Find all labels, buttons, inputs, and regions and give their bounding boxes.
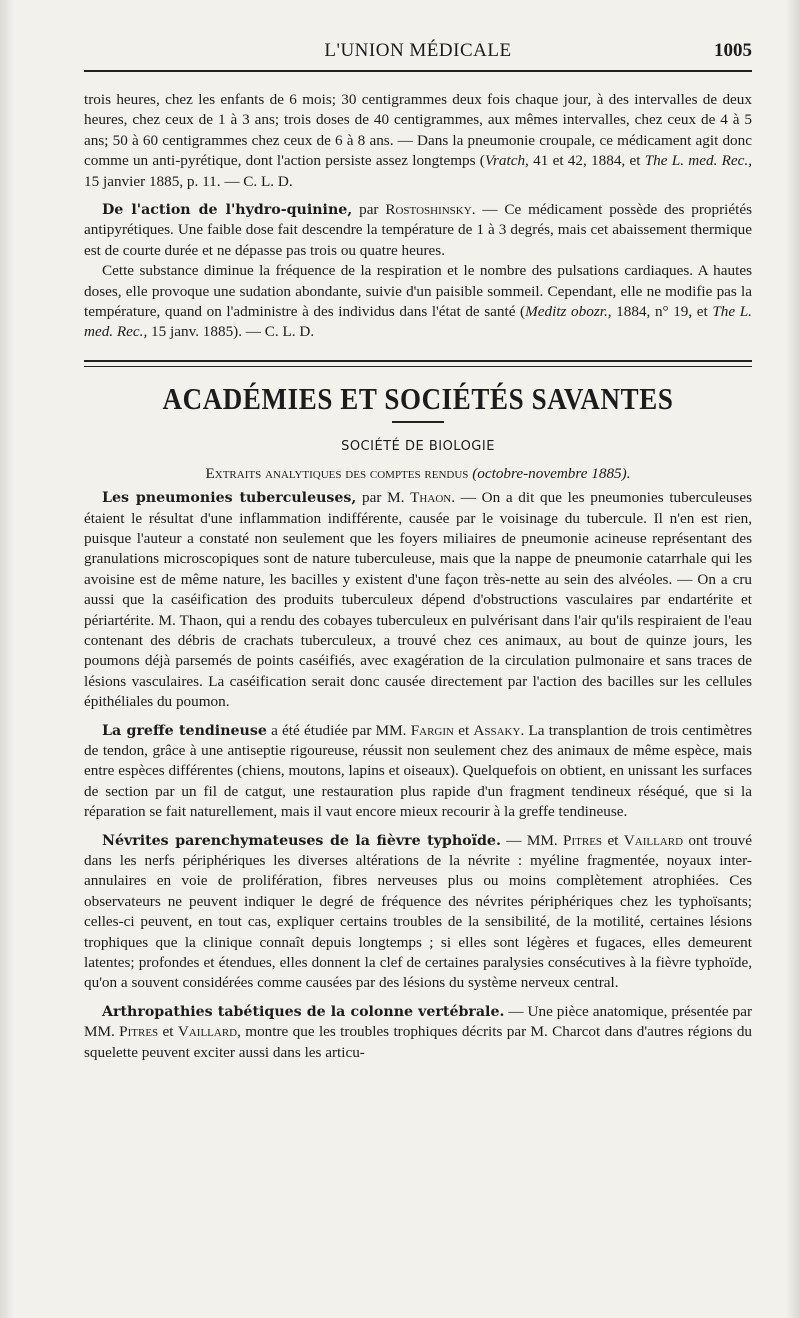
- article-title: La greffe tendineuse: [102, 722, 267, 739]
- running-header: [84, 40, 752, 70]
- journal-title: L'UNION MÉDICALE: [324, 40, 512, 61]
- article-arthropathies: Arthropathies tabétiques de la colonne vertébrale. — Une pièce anatomique, présentée par MM. Pitres et Vaillard, montre que les troubles trophiques décrits par M. Charcot dans d'autres régions du squelette peuvent exciter aussi dans les articu-: [84, 1002, 753, 1061]
- section-divider: [84, 360, 752, 367]
- article-pneumonies: Les pneumonies tuberculeuses, par M. Thaon. — On a dit que les pneumonies tuberculeuses étaient le résultat d'une inflammation indifférente, causée par le voisinage du tubercule. Il n'en est rien, puisque l'auteur a constaté non seulement que les foyers miliaires de pneumonie acineuse représentant des granulations microscopiques sont de nature tuberculeuse, mais que la nappe de pneumonie catarrhale qui les avoisine est de même nature, les bacilles y existent d'une façon très-nette au sein des alvéoles. — On a cru aussi que la caséification des produits tuberculeux dépend d'obstructions vasculaires par endartérite et périartérite. M. Thaon, qui a rendu des cobayes tuberculeux en pulvérisant dans l'air qu'ils respiraient de l'eau contenant des débris de crachats tuberculeux, a trouvé chez ces animaux, au bout de quinze jours, les poumons déjà parsemés de points caséifiés, avec exagération de la circulation pulmonaire et sans traces de lésions vasculaires. La caséification serait donc causée directement par l'action des bacilles sur les cellules épithéliales du poumon.: [84, 489, 752, 711]
- author: Fargin: [410, 721, 454, 739]
- society-name: SOCIÉTÉ DE BIOLOGIE: [341, 439, 495, 455]
- intro-paragraph: trois heures, chez les enfants de 6 mois; 30 centigrammes deux fois chaque jour, à des intervalles de deux heures, chez ceux de 1 à 3 ans; trois doses de 40 centigrammes, aux mêmes intervalles, chez ceux de 4 à 5 ans; 50 à 60 centigrammes chez ceux de 6 à 8 ans. — Dans la pneumonie croupale, ce médicament agit donc comme un anti-pyrétique, dont l'action persiste assez longtemps (Vratch, 41 et 42, 1884, et The L. med. Rec., 15 janvier 1885, p. 11. — C. L. D.: [84, 91, 752, 190]
- author: Vaillard: [623, 831, 684, 849]
- spacer: [84, 192, 752, 200]
- spacer: [84, 823, 752, 831]
- article-nevrites: Névrites parenchymateuses de la fièvre typhoïde. — MM. Pitres et Vaillard ont trouvé dans les nerfs périphériques les diverses altérations de la névrite : myéline fragmentée, noyaux inter-annulaires en voie de prolifération, fibres nerveuses plus ou moins complètement atrophiées. Ces observateurs ne peuvent indiquer le degré de fréquence des névrites périphériques chez les typhoïsants; celles-ci peuvent, en tout cas, expliquer certains troubles de la sensibilité, de la motilité, certaines lésions trophiques que la clinique connaît depuis longtemps ; si elles sont légères et fugaces, elles demeurent latentes; profondes et étendues, elles donnent la clef de certaines paralysies consécutives à la fièvre typhoïde, qu'on a souvent considérées comme causées par des lésions du système nerveux central.: [84, 831, 752, 992]
- author: Vaillard: [177, 1023, 238, 1041]
- title-underline: [392, 421, 444, 423]
- page-content: [84, 90, 752, 1063]
- author: Thaon: [410, 489, 452, 507]
- article-greffe: La greffe tendineuse a été étudiée par MM. Fargin et Assaky. La transplantion de trois centimètres de tendon, grâce à une antiseptie rigoureuse, réussit non seulement chez des animaux de même espèce, mais entre espèces différentes (chiens, moutons, lapins et oiseaux). Quelquefois on obtient, en unissant les surfaces de section par un fil de catgut, une restauration plus rapide d'un fragment tendineux réséqué, que si la réparation se fait naturellement, mais il vaut encore mieux recourir à la greffe tendineuse.: [84, 721, 752, 821]
- article-title: Les pneumonies tuberculeuses,: [102, 490, 357, 507]
- author: Pitres: [119, 1023, 159, 1041]
- author: Pitres: [563, 831, 603, 849]
- spacer: [84, 713, 752, 721]
- spacer: [84, 994, 752, 1002]
- article-title: Arthropathies tabétiques de la colonne vertébrale.: [102, 1003, 505, 1020]
- section-title: ACADÉMIES ET SOCIÉTÉS SAVANTES: [162, 382, 674, 416]
- author: Assaky: [473, 721, 521, 739]
- header-rule: [84, 70, 752, 72]
- hydroquinine-paragraph: De l'action de l'hydro-quinine, par Rostoshinsky. — Ce médicament possède des propriétés antipyrétiques. Une faible dose fait descendre la température de 1 à 3 degrés, mais cet abaissement thermique est de courte durée et ne dépasse pas trois ou quatre heures.: [84, 201, 752, 259]
- author: Rostoshinsky: [385, 201, 472, 219]
- article-title: Névrites parenchymateuses de la fièvre typhoïde.: [102, 832, 501, 849]
- section-subhead: Extraits analytiques des comptes rendus (octobre-novembre 1885).: [205, 464, 631, 482]
- hydroquinine-paragraph-2: Cette substance diminue la fréquence de la respiration et le nombre des pulsations cardiaques. A hautes doses, elle provoque une sudation abondante, suivie d'un paisible sommeil. Cependant, elle ne modifie pas la température, quand on l'administre à des individus dans l'état de santé (Meditz obozr., 1884, n° 19, et The L. med. Rec., 15 janv. 1885). — C. L. D.: [84, 262, 752, 341]
- article-title: De l'action de l'hydro-quinine,: [102, 202, 353, 219]
- page-number: 1005: [714, 40, 752, 61]
